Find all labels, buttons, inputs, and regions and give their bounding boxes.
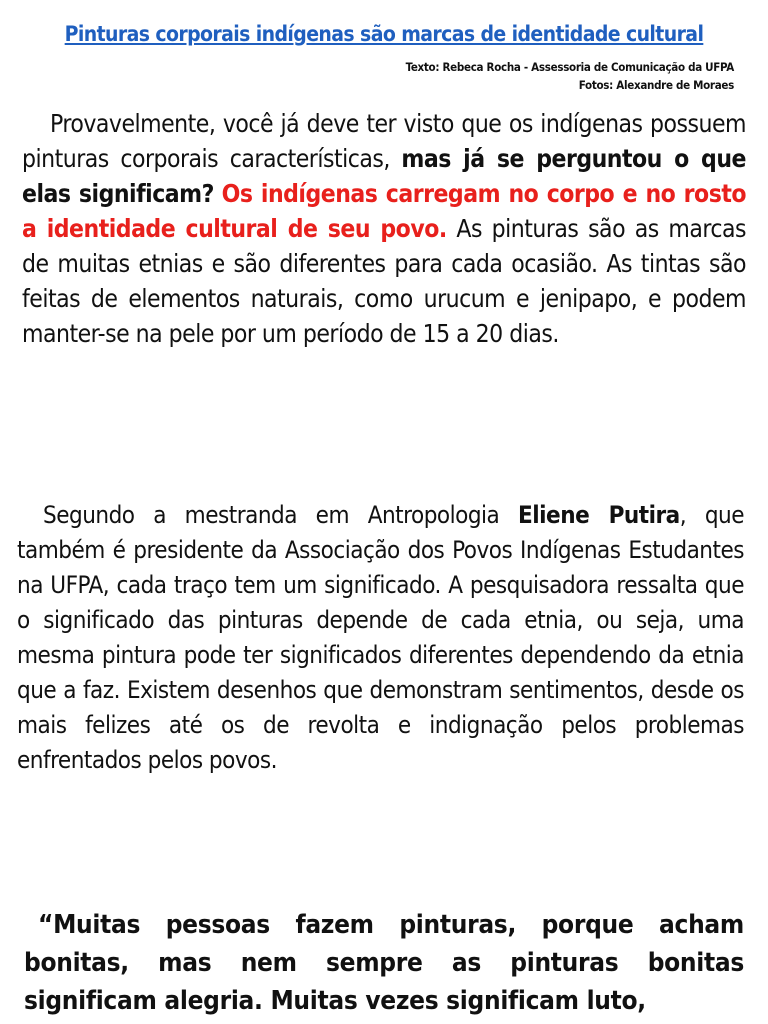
- paragraph1-bold-question: mas já se perguntou o que elas significam?: [22, 144, 746, 208]
- paragraph2-rest: , que também é presidente da Associação dos Povos Indígenas Estudantes na UFPA, cada traço tem um significado. A pesquisadora ressalta que o significado das pinturas depende de cada etnia, ou seja, uma mesma pintura pode ter significados diferentes dependendo da etnia que a faz. Existem desenhos que demonstram sentimentos, desde os mais felizes até os de revolta e indignação pelos problemas enfrentados pelos povos.: [17, 501, 745, 774]
- author-credit: Texto: Rebeca Rocha - Assessoria de Comunicação da UFPA: [405, 60, 734, 74]
- photo-credit: Fotos: Alexandre de Moraes: [578, 78, 734, 92]
- paragraph-intro: [22, 106, 746, 351]
- quote-paragraph: [24, 906, 744, 1020]
- paragraph-researcher: [17, 498, 744, 778]
- researcher-name: Eliene Putira: [518, 501, 680, 529]
- quote-text: “Muitas pessoas fazem pinturas, porque acham bonitas, mas nem sempre as pinturas bonitas significam alegria. Muitas vezes significam luto,: [24, 910, 744, 1016]
- paragraph1-rest: As pinturas são as marcas de muitas etnias e são diferentes para cada ocasião. As tintas são feitas de elementos naturais, como urucum e jenipapo, e podem manter-se na pele por um período de 15 a 20 dias.: [22, 214, 747, 348]
- article-credits: [406, 58, 734, 94]
- paragraph2-intro: Segundo a mestranda em Antropologia: [43, 501, 518, 529]
- paragraph1-highlight: Os indígenas carregam no corpo e no rosto a identidade cultural de seu povo.: [22, 179, 747, 243]
- paragraph1-intro: Provavelmente, você já deve ter visto que os indígenas possuem pinturas corporais características,: [22, 109, 746, 173]
- article-title: Pinturas corporais indígenas são marcas de identidade cultural: [64, 22, 704, 46]
